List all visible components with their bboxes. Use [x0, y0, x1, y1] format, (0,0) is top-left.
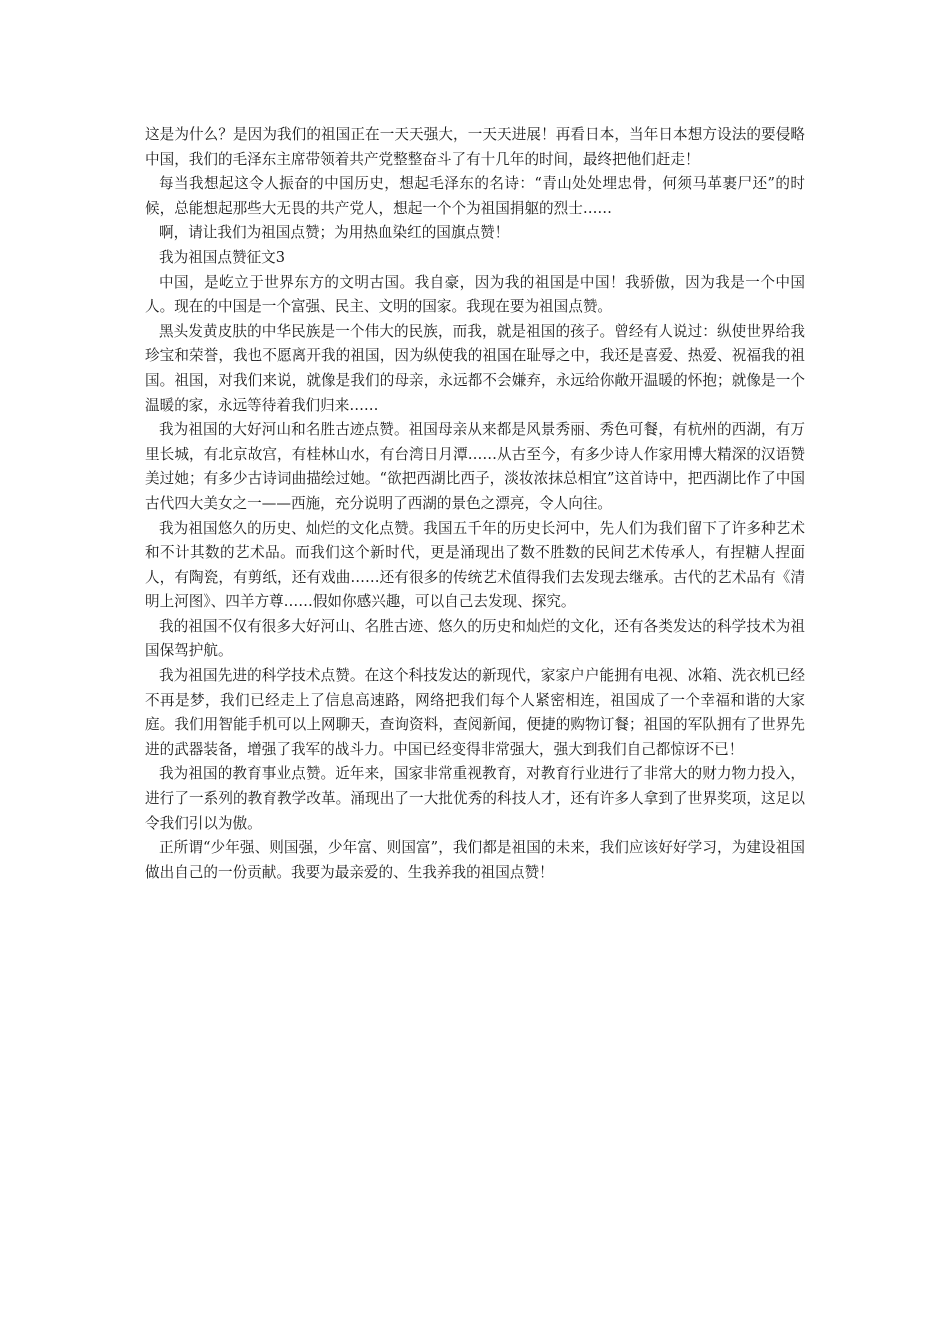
paragraph-continuation: 这是为什么？是因为我们的祖国正在一天天强大，一天天进展！再看日本，当年日本想方设法的要侵略中国，我们的毛泽东主席带领着共产党整整奋斗了有十几年的时间，最终把他们赶走！ — [145, 126, 805, 168]
paragraph-history: 每当我想起这令人振奋的中国历史，想起毛泽东的名诗：“青山处处埋忠骨，何须马革裹尸还”的时候，总能想起那些大无畏的共产党人，想起一个个为祖国捐躯的烈士…… — [145, 175, 805, 217]
paragraph-education: 我为祖国的教育事业点赞。近年来，国家非常重视教育，对教育行业进行了非常大的财力物力投入，进行了一系列的教育教学改革。涌现出了一大批优秀的科技人才，还有许多人拿到了世界奖项，这足以令我们引以为傲。 — [145, 765, 805, 832]
paragraph-exclamation: 啊，请让我们为祖国点赞；为用热血染红的国旗点赞！ — [159, 224, 510, 242]
paragraph-conclusion: 正所谓“少年强、则国强，少年富、则国富”，我们都是祖国的未来，我们应该好好学习，为建设祖国做出自己的一份贡献。我要为最亲爱的、生我养我的祖国点赞！ — [145, 839, 805, 881]
paragraph-nation: 黑头发黄皮肤的中华民族是一个伟大的民族，而我，就是祖国的孩子。曾经有人说过：纵使世界给我珍宝和荣誉，我也不愿离开我的祖国，因为纵使我的祖国在耻辱之中，我还是喜爱、热爱、祝福我的祖国。祖国，对我们来说，就像是我们的母亲，永远都不会嫌弃，永远给你敞开温暖的怀抱；就像是一个温暖的家，永远等待着我们归来…… — [145, 322, 805, 414]
paragraph-culture: 我为祖国悠久的历史、灿烂的文化点赞。我国五千年的历史长河中，先人们为我们留下了许多种艺术和不计其数的艺术品。而我们这个新时代，更是涌现出了数不胜数的民间艺术传承人，有捏糖人捏面人，有陶瓷，有剪纸，还有戏曲……还有很多的传统艺术值得我们去发现去继承。古代的艺术品有《清明上河图》、四羊方尊……假如你感兴趣，可以自己去发现、探究。 — [145, 519, 805, 611]
paragraph-intro: 中国，是屹立于世界东方的文明古国。我自豪，因为我的祖国是中国！我骄傲，因为我是一个中国人。现在的中国是一个富强、民主、文明的国家。我现在要为祖国点赞。 — [145, 273, 805, 316]
paragraph-technology: 我为祖国先进的科学技术点赞。在这个科技发达的新现代，家家户户能拥有电视、冰箱、洗衣机已经不再是梦，我们已经走上了信息高速路，网络把我们每个人紧密相连，祖国成了一个幸福和谐的大家庭。我们用智能手机可以上网聊天，查询资料，查阅新闻，便捷的购物订餐；祖国的军队拥有了世界先进的武器装备，增强了我军的战斗力。中国已经变得非常强大，强大到我们自己都惊讶不已！ — [145, 667, 805, 758]
document-body — [145, 123, 805, 885]
section-heading: 我为祖国点赞征文3 — [159, 248, 286, 266]
paragraph-landscape: 我为祖国的大好河山和名胜古迹点赞。祖国母亲从来都是风景秀丽、秀色可餐，有杭州的西湖，有万里长城，有北京故宫，有桂林山水，有台湾日月潭……从古至今，有多少诗人作家用博大精深的汉语赞美过她；有多少古诗词曲描绘过她。“欲把西湖比西子，淡妆浓抹总相宜”这首诗中，把西湖比作了中国古代四大美女之一——西施，充分说明了西湖的景色之漂亮，令人向往。 — [145, 421, 805, 512]
paragraph-transition: 我的祖国不仅有很多大好河山、名胜古迹、悠久的历史和灿烂的文化，还有各类发达的科学技术为祖国保驾护航。 — [145, 617, 805, 660]
